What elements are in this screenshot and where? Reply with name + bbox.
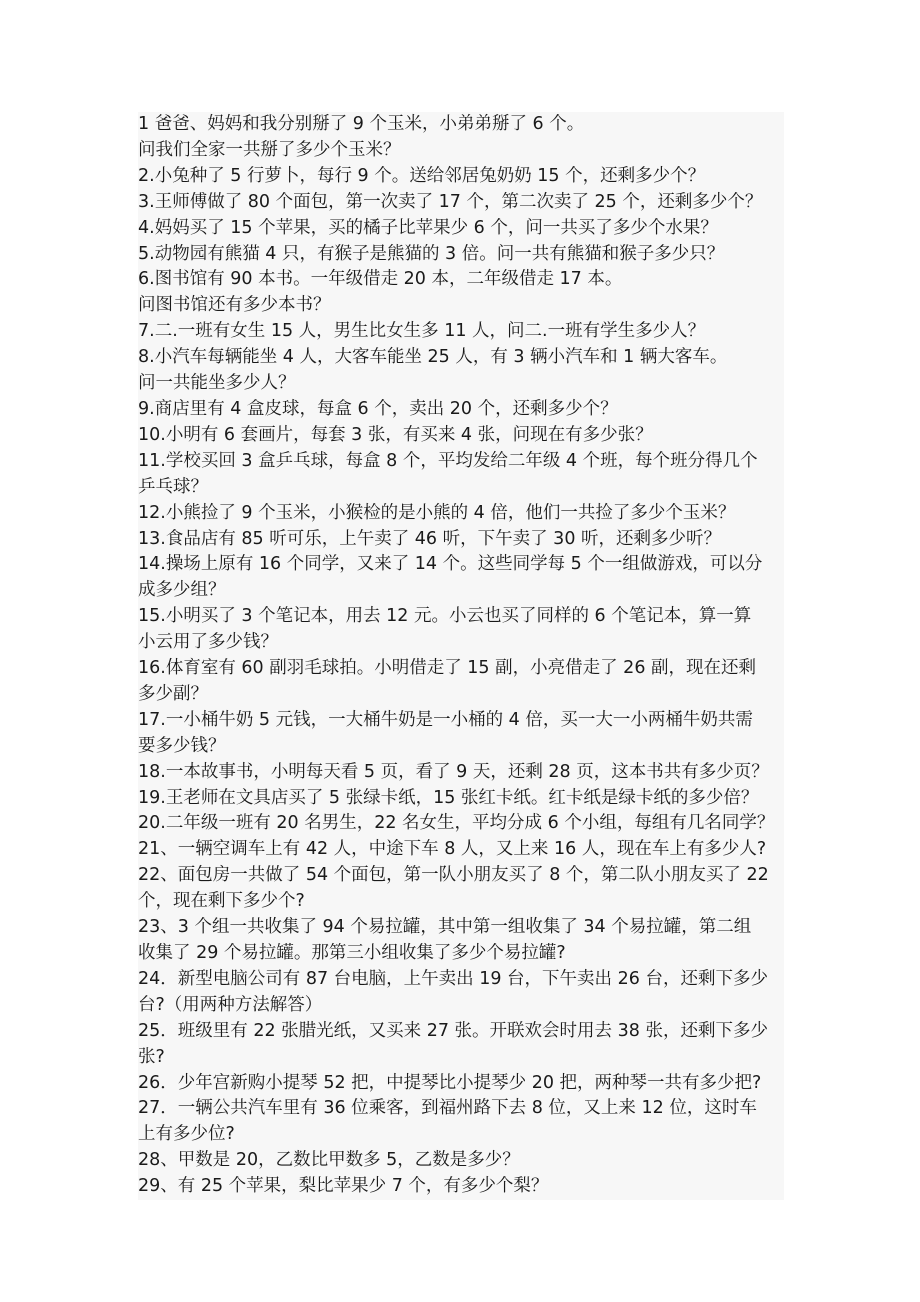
text-line: 个，现在剩下多少个? xyxy=(138,889,784,915)
text-line: 16.体育室有 60 副羽毛球拍。小明借走了 15 副，小亮借走了 26 副，现在还剩 xyxy=(138,656,784,682)
text-line: 多少副？ xyxy=(138,682,784,708)
text-line: 18.一本故事书，小明每天看 5 页，看了 9 天，还剩 28 页，这本书共有多少页？ xyxy=(138,760,784,786)
text-line: 14.操场上原有 16 个同学，又来了 14 个。这些同学每 5 个一组做游戏，可以分 xyxy=(138,552,784,578)
text-line: 25．班级里有 22 张腊光纸，又买来 27 张。开联欢会时用去 38 张，还剩下多少 xyxy=(138,1019,784,1045)
text-line: 17.一小桶牛奶 5 元钱，一大桶牛奶是一小桶的 4 倍，买一大一小两桶牛奶共需 xyxy=(138,708,784,734)
text-line: 9.商店里有 4 盒皮球，每盒 6 个，卖出 20 个，还剩多少个？ xyxy=(138,397,784,423)
text-line: 小云用了多少钱？ xyxy=(138,630,784,656)
text-line: 11.学校买回 3 盒乒乓球，每盒 8 个，平均发给二年级 4 个班，每个班分得几个 xyxy=(138,449,784,475)
text-line: 26．少年宫新购小提琴 52 把，中提琴比小提琴少 20 把，两种琴一共有多少把? xyxy=(138,1071,784,1097)
text-line: 24．新型电脑公司有 87 台电脑，上午卖出 19 台，下午卖出 26 台，还剩下多少 xyxy=(138,967,784,993)
text-line: 19.王老师在文具店买了 5 张绿卡纸，15 张红卡纸。红卡纸是绿卡纸的多少倍？ xyxy=(138,786,784,812)
text-line: 28、甲数是 20，乙数比甲数多 5，乙数是多少？ xyxy=(138,1148,784,1174)
text-line: 张? xyxy=(138,1045,784,1071)
text-line: 4.妈妈买了 15 个苹果，买的橘子比苹果少 6 个，问一共买了多少个水果？ xyxy=(138,216,784,242)
text-line: 20.二年级一班有 20 名男生，22 名女生，平均分成 6 个小组，每组有几名同学？ xyxy=(138,811,784,837)
text-line: 6.图书馆有 90 本书。一年级借走 20 本，二年级借走 17 本。 xyxy=(138,267,784,293)
text-line: 13.食品店有 85 听可乐，上午卖了 46 听，下午卖了 30 听，还剩多少听？ xyxy=(138,527,784,553)
text-line: 乒乓球？ xyxy=(138,475,784,501)
text-line: 1 爸爸、妈妈和我分别掰了 9 个玉米，小弟弟掰了 6 个。 xyxy=(138,112,784,138)
text-line: 10.小明有 6 套画片，每套 3 张，有买来 4 张，问现在有多少张？ xyxy=(138,423,784,449)
text-line: 27．一辆公共汽车里有 36 位乘客，到福州路下去 8 位，又上来 12 位，这时车 xyxy=(138,1096,784,1122)
text-line: 上有多少位? xyxy=(138,1122,784,1148)
problem-list xyxy=(138,112,784,1200)
text-line: 5.动物园有熊猫 4 只，有猴子是熊猫的 3 倍。问一共有熊猫和猴子多少只？ xyxy=(138,242,784,268)
text-line: 问一共能坐多少人？ xyxy=(138,371,784,397)
text-line: 29、有 25 个苹果，梨比苹果少 7 个，有多少个梨？ xyxy=(138,1174,784,1200)
text-line: 2.小兔种了 5 行萝卜，每行 9 个。送给邻居兔奶奶 15 个，还剩多少个？ xyxy=(138,164,784,190)
text-line: 12.小熊捡了 9 个玉米，小猴检的是小熊的 4 倍，他们一共捡了多少个玉米？ xyxy=(138,501,784,527)
text-line: 问图书馆还有多少本书？ xyxy=(138,293,784,319)
text-line: 23、3 个组一共收集了 94 个易拉罐，其中第一组收集了 34 个易拉罐，第二组 xyxy=(138,915,784,941)
text-line: 成多少组？ xyxy=(138,578,784,604)
text-line: 收集了 29 个易拉罐。那第三小组收集了多少个易拉罐? xyxy=(138,941,784,967)
text-line: 3.王师傅做了 80 个面包，第一次卖了 17 个，第二次卖了 25 个，还剩多少个？ xyxy=(138,190,784,216)
text-line: 7.二.一班有女生 15 人，男生比女生多 11 人，问二.一班有学生多少人？ xyxy=(138,319,784,345)
text-line: 21、一辆空调车上有 42 人，中途下车 8 人，又上来 16 人，现在车上有多少人? xyxy=(138,837,784,863)
text-line: 要多少钱？ xyxy=(138,734,784,760)
text-line: 15.小明买了 3 个笔记本，用去 12 元。小云也买了同样的 6 个笔记本，算一算 xyxy=(138,604,784,630)
text-line: 问我们全家一共掰了多少个玉米？ xyxy=(138,138,784,164)
text-line: 台?（用两种方法解答） xyxy=(138,993,784,1019)
text-line: 22、面包房一共做了 54 个面包，第一队小朋友买了 8 个，第二队小朋友买了 22 xyxy=(138,863,784,889)
text-line: 8.小汽车每辆能坐 4 人，大客车能坐 25 人，有 3 辆小汽车和 1 辆大客车。 xyxy=(138,345,784,371)
